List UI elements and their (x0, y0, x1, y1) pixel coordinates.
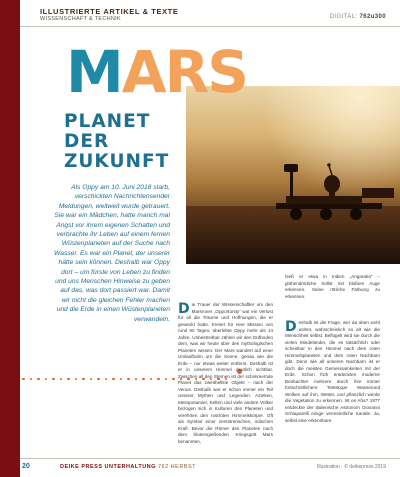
left-stripe (0, 0, 20, 477)
body-text: eshalb ist die Frage, wer da oben wohl wohnt, wahrscheinlich so alt wie die Menschheit selbst. Beflügelt wird sie durch die vielen Mindeländer, die es tatsächlich oder scheinbar in den Himmel nach dem roten Himmelsplaneten und dem roten Nachbarn gibt. Denn wie all unseren Nachbarn ist er doch die meisten Gemeinsamkeiten mit der Erde. Schon früh entdeckten moderne Beobachter mehrere durch ihre immer fortschrittlichere Teleskope Wasserund Wolken auf ihm, Wetter, und pflanzlich werde die Vegetation zu erkennen. Ist es Aha? 1877 entdeckte der italienische Astronom Giovanni Schiaparelli einige vermeintliche Kanäle. Ja, selbst eine erkennbare (285, 320, 380, 423)
mars-rover-photo (186, 86, 400, 264)
article-title (66, 38, 248, 106)
rover-silhouette-icon (186, 86, 400, 264)
article-subtitle (64, 112, 169, 172)
digital-code-value: 762u300 (359, 14, 386, 20)
footer-rule (20, 458, 400, 459)
section-label: WISSENSCHAFT & TECHNIK (40, 16, 121, 22)
subtitle-line: PLANET (64, 111, 151, 132)
body-column-1 (178, 302, 273, 445)
title-rest: ARS (121, 38, 248, 106)
body-column-2 (285, 274, 380, 300)
body-column-3 (285, 320, 380, 424)
publisher-issue: 762 HERBST (157, 464, 196, 470)
page-number: 20 (22, 463, 30, 470)
digital-code (330, 14, 386, 20)
subtitle-line: DER (64, 131, 110, 152)
drop-cap: D (178, 301, 190, 317)
digital-label: DIGITAL: (329, 14, 358, 20)
intro-paragraph: Als Oppy am 10. Juni 2018 starb, verschickten Nachrichtensender Meldungen, weltweit wurde getrauert. Sie war ein Mädchen, hatte manch mal Angst vor ihrem eigenen Schatten und verbrachte ihr Leben auf einem fernen Wüstenplaneten auf der Suche nach Wasser. Es war ein Planet, der unserer hätte sein können. Deshalb war Oppy dort – um fürste von Leben zu finden und uns Menschen Hinweise zu geben auf das, was dort passiert war. Damit wir nicht die gleichen Fehler machen und die Erde in einen Wüstenplaneten verwandeln. (54, 184, 170, 323)
header-rule (20, 26, 400, 27)
subtitle-line: ZUKUNFT (64, 151, 170, 172)
body-text: hieß er etwa in Indien „Angaraka“ – glühendrötliche Sollst mit bloßem Auge erkennen. Seine rötliche Färbung zu erkennen. (285, 274, 380, 299)
series-title: ILLUSTRIERTE ARTIKEL & TEXTE (40, 7, 179, 16)
publisher-name: DEIKE PRESS UNTERHALTUNG (60, 464, 156, 470)
body-text: ie Trauer der Wissenschaftler um den Marsrover „Opportunity“ war ein Verlust für all die Träume und Hoffnungen, die er geweckt hatte. Kreiert für eine Mission von rund 90 Tagen, überlebte Oppy mehr als 14 Jahre. Unbestreitbar zählen wir den Erdboden dem, was wir heute über den mythologischen Planeten wissen. Der Mars wandert auf einer Umlaufbahn um die Sonne, genau wie die Erde – nur etwas weiter entfernt. Deshalb ist er in unserem Himmel deutlich sichtbar. Zwischen all den Sternen ist der schimmernde Planet das zweithellste Objekt – nach der Venus. Deshalb war er schon immer ein Teil unserer Mythen und Legenden. Azteken, Mesopotamier, Kelten und viele andere Völker bezogen sich in Kulturen den Planeten und verehrten den rostroten Himmelskörper. Oft als Symbol einer zerstörerischen, irdischen Kraft. Bevor die Römer den Planeten nach dem blutvergießenden Kriegsgott Mars benannten, (178, 302, 273, 444)
title-first-letter: M (66, 38, 122, 106)
footer-publisher (60, 464, 196, 470)
page-header (20, 0, 400, 26)
drop-cap: D (285, 319, 297, 335)
footer-credit: Illustration · © deikepress 2019 (317, 464, 386, 470)
